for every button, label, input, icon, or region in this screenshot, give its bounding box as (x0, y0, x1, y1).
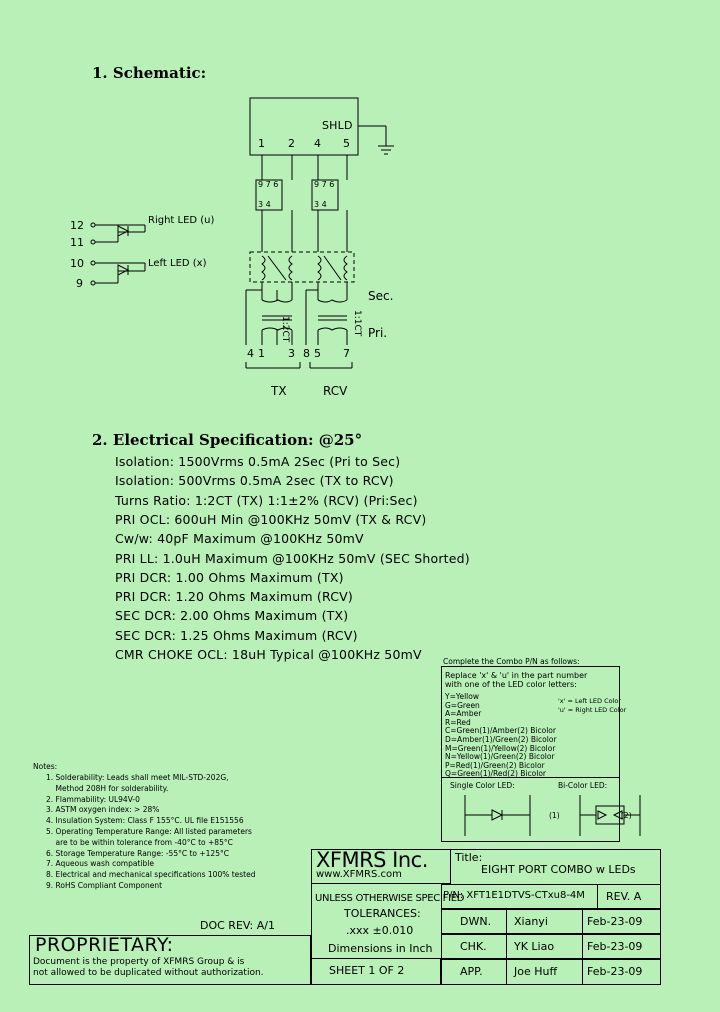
ic-left-pin-d: 3 (258, 200, 264, 209)
sec-label: Sec. (368, 289, 394, 303)
spec-line: PRI OCL: 600uH Min @100KHz 50mV (TX & RCV) (115, 511, 427, 527)
combo-line: P=Red(1)/Green(2) Bicolor (445, 760, 545, 770)
combo-line: D=Amber(1)/Green(2) Bicolor (445, 735, 557, 744)
combo-line: Y=Yellow (445, 692, 479, 701)
rev-value: REV. A (606, 890, 642, 903)
bottom-pin-4: 4 (247, 347, 254, 360)
combo-title: Complete the Combo P/N as follows: (443, 657, 580, 666)
u-note: 'u' = Right LED Color (558, 706, 627, 714)
chk-name: YK Liao (514, 940, 555, 953)
spec-line: PRI LL: 1.0uH Maximum @100KHz 50mV (SEC Shorted) (115, 550, 470, 566)
note-item: Method 208H for solderability. (46, 783, 169, 793)
combo-line: R=Red (445, 717, 471, 727)
spec-line: Cw/w: 40pF Maximum @100KHz 50mV (115, 531, 364, 547)
combo-line: Replace 'x' & 'u' in the part number (445, 671, 588, 680)
company-name: XFMRS Inc. (316, 848, 428, 872)
led-pin-11: 11 (70, 236, 84, 249)
notes-title: Notes: (33, 762, 58, 771)
ic-right-pin-e: 4 (321, 200, 327, 209)
spec-line: SEC DCR: 1.25 Ohms Maximum (RCV) (115, 627, 358, 643)
dwn-date: Feb-23-09 (587, 915, 643, 928)
ic-right-pin-d: 3 (314, 200, 320, 209)
left-led-label: Left LED (x) (148, 258, 207, 269)
led-pin-9: 9 (76, 277, 83, 290)
bottom-pin-8: 8 (303, 347, 310, 360)
note-item: 7. Aqueous wash compatible (46, 859, 154, 869)
tol-value: .xxx ±0.010 (346, 924, 414, 937)
chk-date: Feb-23-09 (587, 940, 643, 953)
spec-line: PRI DCR: 1.20 Ohms Maximum (RCV) (115, 589, 354, 605)
ic-right-pin-b: 7 (321, 180, 327, 189)
ratio-tx-label: 1:2CT (280, 316, 290, 343)
note-item: 9. RoHS Compliant Component (46, 881, 163, 890)
bottom-pin-7: 7 (343, 347, 350, 360)
dimensions-text: Dimensions in Inch (328, 942, 433, 955)
note-item: 4. Insulation System: Class F 155°C. UL file E151556 (46, 816, 244, 826)
combo-line: A=Amber (445, 709, 482, 719)
bicolor-1: (1) (549, 811, 560, 820)
ic-right-pins-lower (314, 200, 327, 209)
combo-line: N=Yellow(1)/Green(2) Bicolor (445, 752, 555, 762)
bottom-pin-1: 1 (258, 347, 265, 360)
sheet-text: SHEET 1 OF 2 (329, 964, 405, 977)
proprietary-line2: not allowed to be duplicated without authorization. (33, 968, 264, 978)
combo-line: C=Green(1)/Amber(2) Bicolor (445, 726, 556, 736)
x-note: 'x' = Left LED Color (558, 697, 622, 705)
electrical-heading: 2. Electrical Specification: @25° (92, 431, 363, 449)
app-name: Joe Huff (514, 965, 558, 978)
company-website: www.XFMRS.com (316, 869, 402, 880)
doc-rev: DOC REV: A/1 (200, 919, 275, 932)
ic-left-pins-lower (258, 200, 271, 209)
spec-line: SEC DCR: 2.00 Ohms Maximum (TX) (115, 608, 349, 624)
ic-right-pin-a: 9 (314, 180, 320, 189)
single-led-label: Single Color LED: (450, 781, 515, 790)
led-pin-12: 12 (70, 219, 84, 232)
note-item: 6. Storage Temperature Range: -55°C to +125°C (46, 848, 229, 858)
ic-left-pins (258, 181, 278, 188)
proprietary-line1: Document is the property of XFMRS Group & is (33, 957, 245, 967)
right-led-label: Right LED (u) (148, 215, 215, 226)
spec-line: Turns Ratio: 1:2CT (TX) 1:1±2% (RCV) (Pri:Sec) (115, 492, 418, 508)
proprietary-title: PROPRIETARY: (35, 934, 174, 956)
unless-text: UNLESS OTHERWISE SPECIFIED (315, 893, 465, 904)
led-pin-10: 10 (70, 257, 84, 270)
shld-label: SHLD (322, 119, 353, 132)
bottom-pin-5: 5 (314, 347, 321, 360)
ic-left-pin-c: 6 (273, 180, 279, 189)
pn-value: P/N: XFT1E1DTVS-CTxu8-4M (443, 890, 585, 901)
bicolor-2: (2) (621, 811, 632, 820)
rcv-label: RCV (323, 384, 348, 398)
schematic-heading: 1. Schematic: (92, 64, 207, 82)
dwn-name: Xianyi (514, 915, 548, 928)
top-pin-2: 2 (288, 137, 295, 150)
spec-line: PRI DCR: 1.00 Ohms Maximum (TX) (115, 569, 344, 585)
combo-line: M=Green(1)/Yellow(2) Bicolor (445, 743, 556, 753)
app-label: APP. (460, 965, 483, 978)
tolerances-text: TOLERANCES: (344, 907, 421, 920)
top-pin-5: 5 (343, 137, 350, 150)
combo-line: G=Green (445, 700, 480, 710)
tx-label: TX (271, 384, 287, 398)
ic-left-pin-e: 4 (265, 200, 271, 209)
bottom-pin-3: 3 (288, 347, 295, 360)
title-value: EIGHT PORT COMBO w LEDs (481, 863, 636, 876)
top-pin-1: 1 (258, 137, 265, 150)
top-pin-4: 4 (314, 137, 321, 150)
spec-line: CMR CHOKE OCL: 18uH Typical @100KHz 50mV (115, 647, 422, 662)
note-item: are to be within tolerance from -40°C to +85°C (46, 837, 233, 847)
spec-line: Isolation: 500Vrms 0.5mA 2sec (TX to RCV) (115, 473, 394, 489)
combo-line: Q=Green(1)/Red(2) Bicolor (445, 769, 547, 779)
ic-left-pin-b: 7 (265, 180, 271, 189)
combo-line: with one of the LED color letters: (445, 680, 577, 689)
title-label: Title: (455, 851, 483, 864)
ic-right-pins (314, 181, 334, 188)
app-date: Feb-23-09 (587, 965, 643, 978)
note-item: 3. ASTM oxygen index: > 28% (46, 805, 160, 815)
note-item: 1. Solderability: Leads shall meet MIL-STD-202G, (46, 773, 229, 782)
note-item: 8. Electrical and mechanical specifications 100% tested (46, 870, 256, 880)
note-item: 5. Operating Temperature Range: All listed parameters (46, 827, 252, 836)
dwn-label: DWN. (460, 915, 492, 928)
spec-line: Isolation: 1500Vrms 0.5mA 2Sec (Pri to Sec) (115, 454, 401, 469)
bicolor-led-label: Bi-Color LED: (558, 781, 608, 790)
chk-label: CHK. (460, 940, 487, 953)
ic-left-pin-a: 9 (258, 180, 264, 189)
pri-label: Pri. (368, 326, 388, 340)
ic-right-pin-c: 6 (329, 180, 335, 189)
ratio-rcv-label: 1:1CT (352, 310, 362, 337)
note-item: 2. Flammability: UL94V-0 (46, 794, 140, 804)
